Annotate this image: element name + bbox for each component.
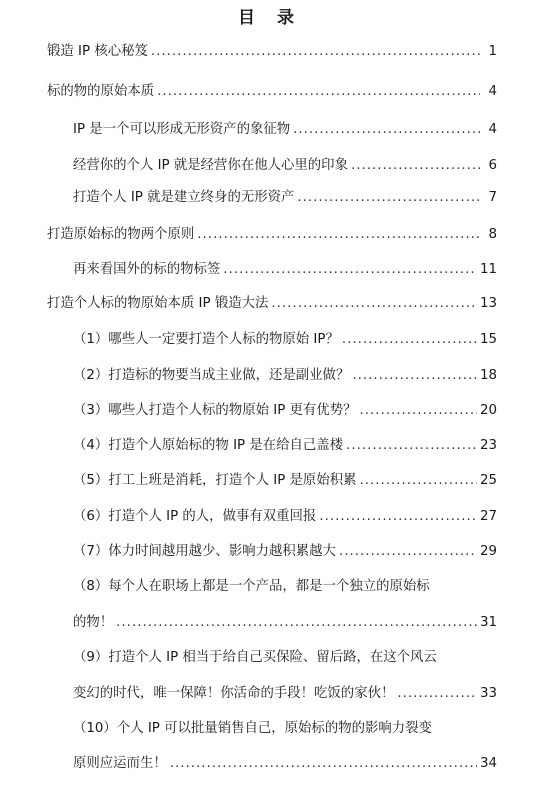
toc-entry-text: 原则应运而生！ bbox=[73, 756, 167, 771]
toc-entry[interactable] bbox=[73, 189, 497, 207]
dot-leader bbox=[359, 472, 476, 490]
toc-page-number: 29 bbox=[479, 544, 497, 559]
toc-entry[interactable] bbox=[73, 614, 497, 632]
toc-page-number: 23 bbox=[479, 438, 497, 453]
toc-page-number: 34 bbox=[479, 756, 497, 771]
dot-leader bbox=[116, 614, 477, 632]
toc-entry-text: 标的物的原始本质 bbox=[47, 84, 155, 99]
toc-entry-text: 锻造 IP 核心秘笈 bbox=[47, 44, 148, 59]
toc-entry-text: （6）打造个人 IP 的人，做事有双重回报 bbox=[73, 509, 317, 524]
toc-page-number: 33 bbox=[479, 686, 497, 701]
toc-page-number: 31 bbox=[479, 615, 497, 630]
toc-entry-text: （2）打造标的物要当成主业做，还是副业做？ bbox=[73, 368, 350, 383]
toc-entry-text: 变幻的时代，唯一保障！你活命的手段！吃饭的家伙！ bbox=[73, 686, 395, 701]
toc-page-number: 4 bbox=[488, 122, 497, 137]
toc-entry[interactable] bbox=[73, 331, 497, 349]
toc-entry[interactable] bbox=[47, 43, 497, 61]
toc-page-number: 13 bbox=[479, 296, 497, 311]
toc-entry-text: IP 是一个可以形成无形资产的象征物 bbox=[73, 122, 291, 137]
toc-page-number: 25 bbox=[479, 473, 497, 488]
toc-entry-line1[interactable]: （9）打造个人 IP 相当于给自己买保险、留后路，在这个风云 bbox=[73, 650, 437, 665]
toc-entry-text: （7）体力时间越用越少、影响力越积累越大 bbox=[73, 544, 336, 559]
toc-page-number: 15 bbox=[479, 332, 497, 347]
toc-page-number: 20 bbox=[479, 403, 497, 418]
toc-entry[interactable] bbox=[73, 402, 497, 420]
toc-entry[interactable] bbox=[47, 226, 497, 244]
dot-leader bbox=[319, 508, 477, 526]
toc-entry-text: 打造原始标的物两个原则 bbox=[47, 227, 195, 242]
dot-leader bbox=[157, 83, 480, 101]
toc-entry[interactable] bbox=[73, 685, 497, 703]
toc-entry[interactable] bbox=[73, 121, 497, 139]
toc-entry[interactable] bbox=[47, 295, 497, 313]
toc-page-number: 11 bbox=[479, 262, 497, 277]
toc-title: 目 录 bbox=[238, 8, 302, 28]
toc-entry-line1[interactable]: （8）每个人在职场上都是一个产品，都是一个独立的原始标 bbox=[73, 579, 430, 594]
toc-entry-text: （3）哪些人打造个人标的物原始 IP 更有优势？ bbox=[73, 403, 357, 418]
toc-entry[interactable] bbox=[73, 437, 497, 455]
dot-leader bbox=[339, 543, 477, 561]
toc-entry-text: 打造个人 IP 就是建立终身的无形资产 bbox=[73, 190, 295, 205]
dot-leader bbox=[359, 402, 476, 420]
toc-entry[interactable] bbox=[73, 755, 497, 773]
dot-leader bbox=[342, 331, 477, 349]
toc-entry-text: 打造个人标的物原始本质 IP 锻造大法 bbox=[47, 296, 269, 311]
toc-entry-line1[interactable]: （10）个人 IP 可以批量销售自己，原始标的物的影响力裂变 bbox=[73, 721, 432, 736]
toc-page-number: 8 bbox=[488, 227, 497, 242]
toc-page-number: 1 bbox=[488, 44, 497, 59]
dot-leader bbox=[223, 261, 477, 279]
dot-leader bbox=[170, 755, 477, 773]
dot-leader bbox=[397, 685, 477, 703]
dot-leader bbox=[271, 295, 477, 313]
dot-leader bbox=[293, 121, 480, 139]
toc-entry-text: （4）打造个人原始标的物 IP 是在给自己盖楼 bbox=[73, 438, 344, 453]
toc-entry[interactable] bbox=[73, 367, 497, 385]
toc-entry-text: 的物！ bbox=[73, 615, 114, 630]
dot-leader bbox=[351, 157, 480, 175]
toc-entry-text: （5）打工上班是消耗，打造个人 IP 是原始积累 bbox=[73, 473, 357, 488]
toc-entry[interactable] bbox=[73, 157, 497, 175]
toc-entry-text: 经营你的个人 IP 就是经营你在他人心里的印象 bbox=[73, 158, 348, 173]
dot-leader bbox=[151, 43, 480, 61]
toc-entry[interactable] bbox=[73, 472, 497, 490]
dot-leader bbox=[197, 226, 480, 244]
toc-entry-text: （1）哪些人一定要打造个人标的物原始 IP？ bbox=[73, 332, 339, 347]
toc-entry[interactable] bbox=[47, 83, 497, 101]
toc-page-number: 18 bbox=[479, 368, 497, 383]
dot-leader bbox=[297, 189, 480, 207]
dot-leader bbox=[352, 367, 477, 385]
toc-entry-text: 再来看国外的标的物标签 bbox=[73, 262, 221, 277]
toc-page-number: 7 bbox=[488, 190, 497, 205]
toc-entry[interactable] bbox=[73, 261, 497, 279]
toc-page-number: 27 bbox=[479, 509, 497, 524]
toc-page-number: 6 bbox=[488, 158, 497, 173]
toc-entry[interactable] bbox=[73, 508, 497, 526]
dot-leader bbox=[346, 437, 477, 455]
toc-entry[interactable] bbox=[73, 543, 497, 561]
toc-page-number: 4 bbox=[488, 84, 497, 99]
